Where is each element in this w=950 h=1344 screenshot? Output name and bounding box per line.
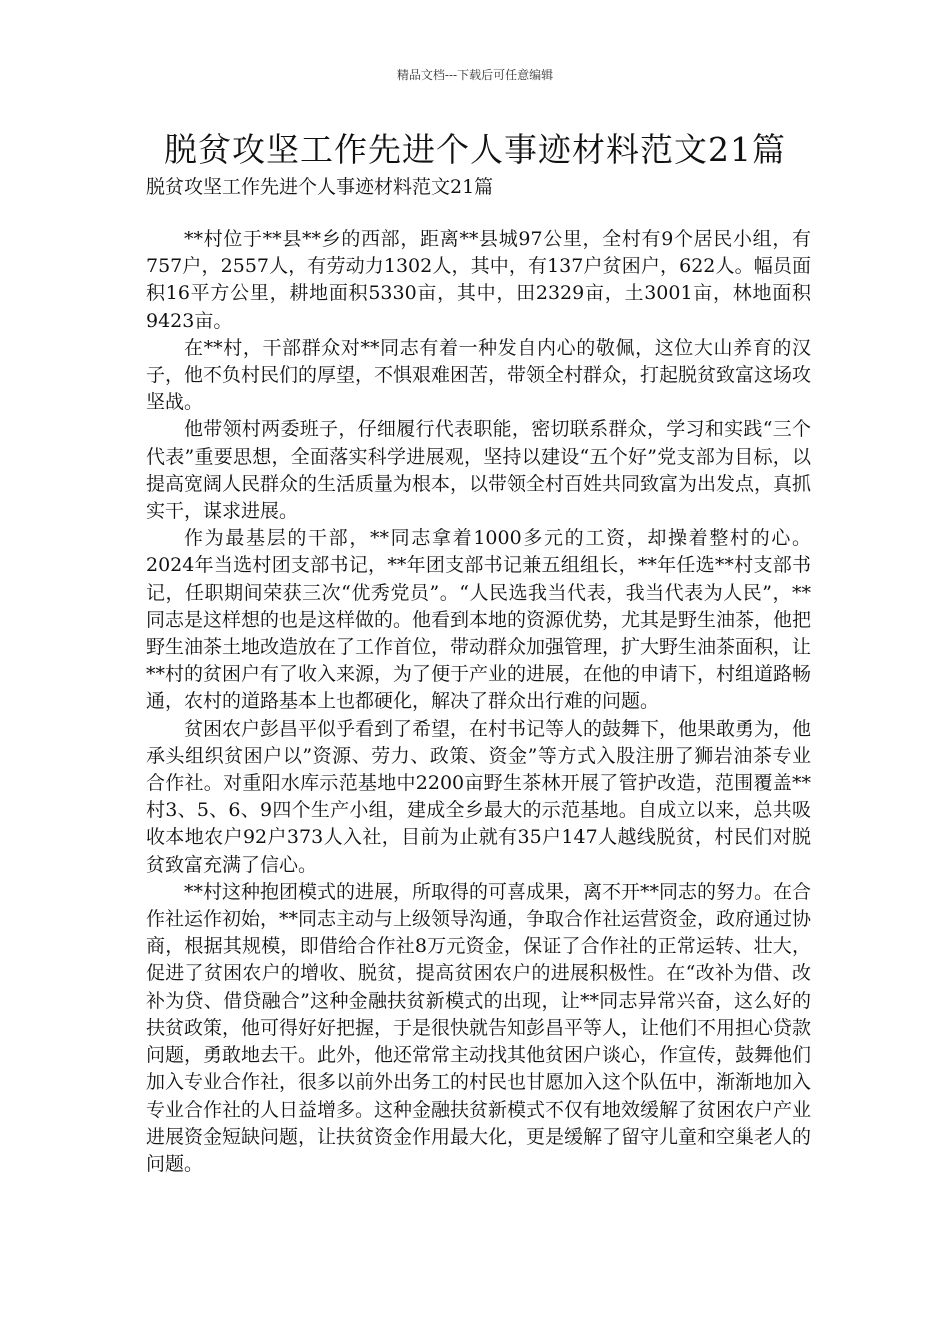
paragraph: **村这种抱团模式的进展，所取得的可喜成果，离不开**同志的努力。在合作社运作初始，**同志主动与上级领导沟通，争取合作社运营资金，政府通过协商，根据其规模，即借给合作社8万元资金，保证了合作社的正常运转、壮大，促进了贫困农户的增收、脱贫，提高贫困农户的进展积极性。在“改补为借、改补为贷、借贷融合”这种金融扶贫新模式的出现，让**同志异常兴奋，这么好的扶贫政策，他可得好好把握，于是很快就告知彭昌平等人，让他们不用担心贷款问题，勇敢地去干。此外，他还常常主动找其他贫困户谈心，作宣传，鼓舞他们加入专业合作社，很多以前外出务工的村民也甘愿加入这个队伍中，渐渐地加入专业合作社的人日益增多。这种金融扶贫新模式不仅有地效缓解了贫困农户产业进展资金短缺问题，让扶贫资金作用最大化，更是缓解了留守儿童和空巢老人的问题。: [146, 880, 812, 1175]
document-subtitle: 脱贫攻坚工作先进个人事迹材料范文21篇: [146, 176, 494, 198]
document-title: 脱贫攻坚工作先进个人事迹材料范文21篇: [164, 130, 786, 169]
paragraph: **村位于**县**乡的西部，距离**县城97公里，全村有9个居民小组，有757户，2557人，有劳动力1302人，其中，有137户贫困户，622人。幅员面积16平方公里，耕地面积5330亩，其中，田2329亩，土3001亩，林地面积9423亩。: [146, 228, 811, 332]
header-note: 精品文档---下载后可任意编辑: [396, 68, 554, 82]
paragraph: 他带领村两委班子，仔细履行代表职能，密切联系群众，学习和实践“三个代表”重要思想，全面落实科学进展观，坚持以建设“五个好”党支部为目标，以提高宽阔人民群众的生活质量为根本，以带领全村百姓共同致富为出发点，真抓实干，谋求进展。: [146, 418, 812, 523]
paragraph: 贫困农户彭昌平似乎看到了希望，在村书记等人的鼓舞下，他果敢勇为，他承头组织贫困户以”资源、劳力、政策、资金”等方式入股注册了狮岩油茶专业合作社。对重阳水库示范基地中2200亩野生茶林开展了管护改造，范围覆盖**村3、5、6、9四个生产小组，建成全乡最大的示范基地。自成立以来，总共吸收本地农户92户373人入社，目前为止就有35户147人越线脱贫，村民们对脱贫致富充满了信心。: [146, 717, 812, 876]
paragraph: 在**村，干部群众对**同志有着一种发自内心的敬佩，这位大山养育的汉子，他不负村民们的厚望，不惧艰难困苦，带领全村群众，打起脱贫致富这场攻坚战。: [146, 336, 812, 414]
document-body: [146, 226, 811, 1178]
paragraph: 作为最基层的干部，**同志拿着1000多元的工资，却操着整村的心。2024年当选村团支部书记，**年团支部书记兼五组组长，**年任选**村支部书记，任职期间荣获三次“优秀党员”。“人民选我当代表，我当代表为人民”，**同志是这样想的也是这样做的。他看到本地的资源优势，尤其是野生油茶，他把野生油茶土地改造放在了工作首位，带动群众加强管理，扩大野生油茶面积，让**村的贫困户有了收入来源，为了便于产业的进展，在他的申请下，村组道路畅通，农村的道路基本上也都硬化，解决了群众出行难的问题。: [146, 527, 812, 713]
